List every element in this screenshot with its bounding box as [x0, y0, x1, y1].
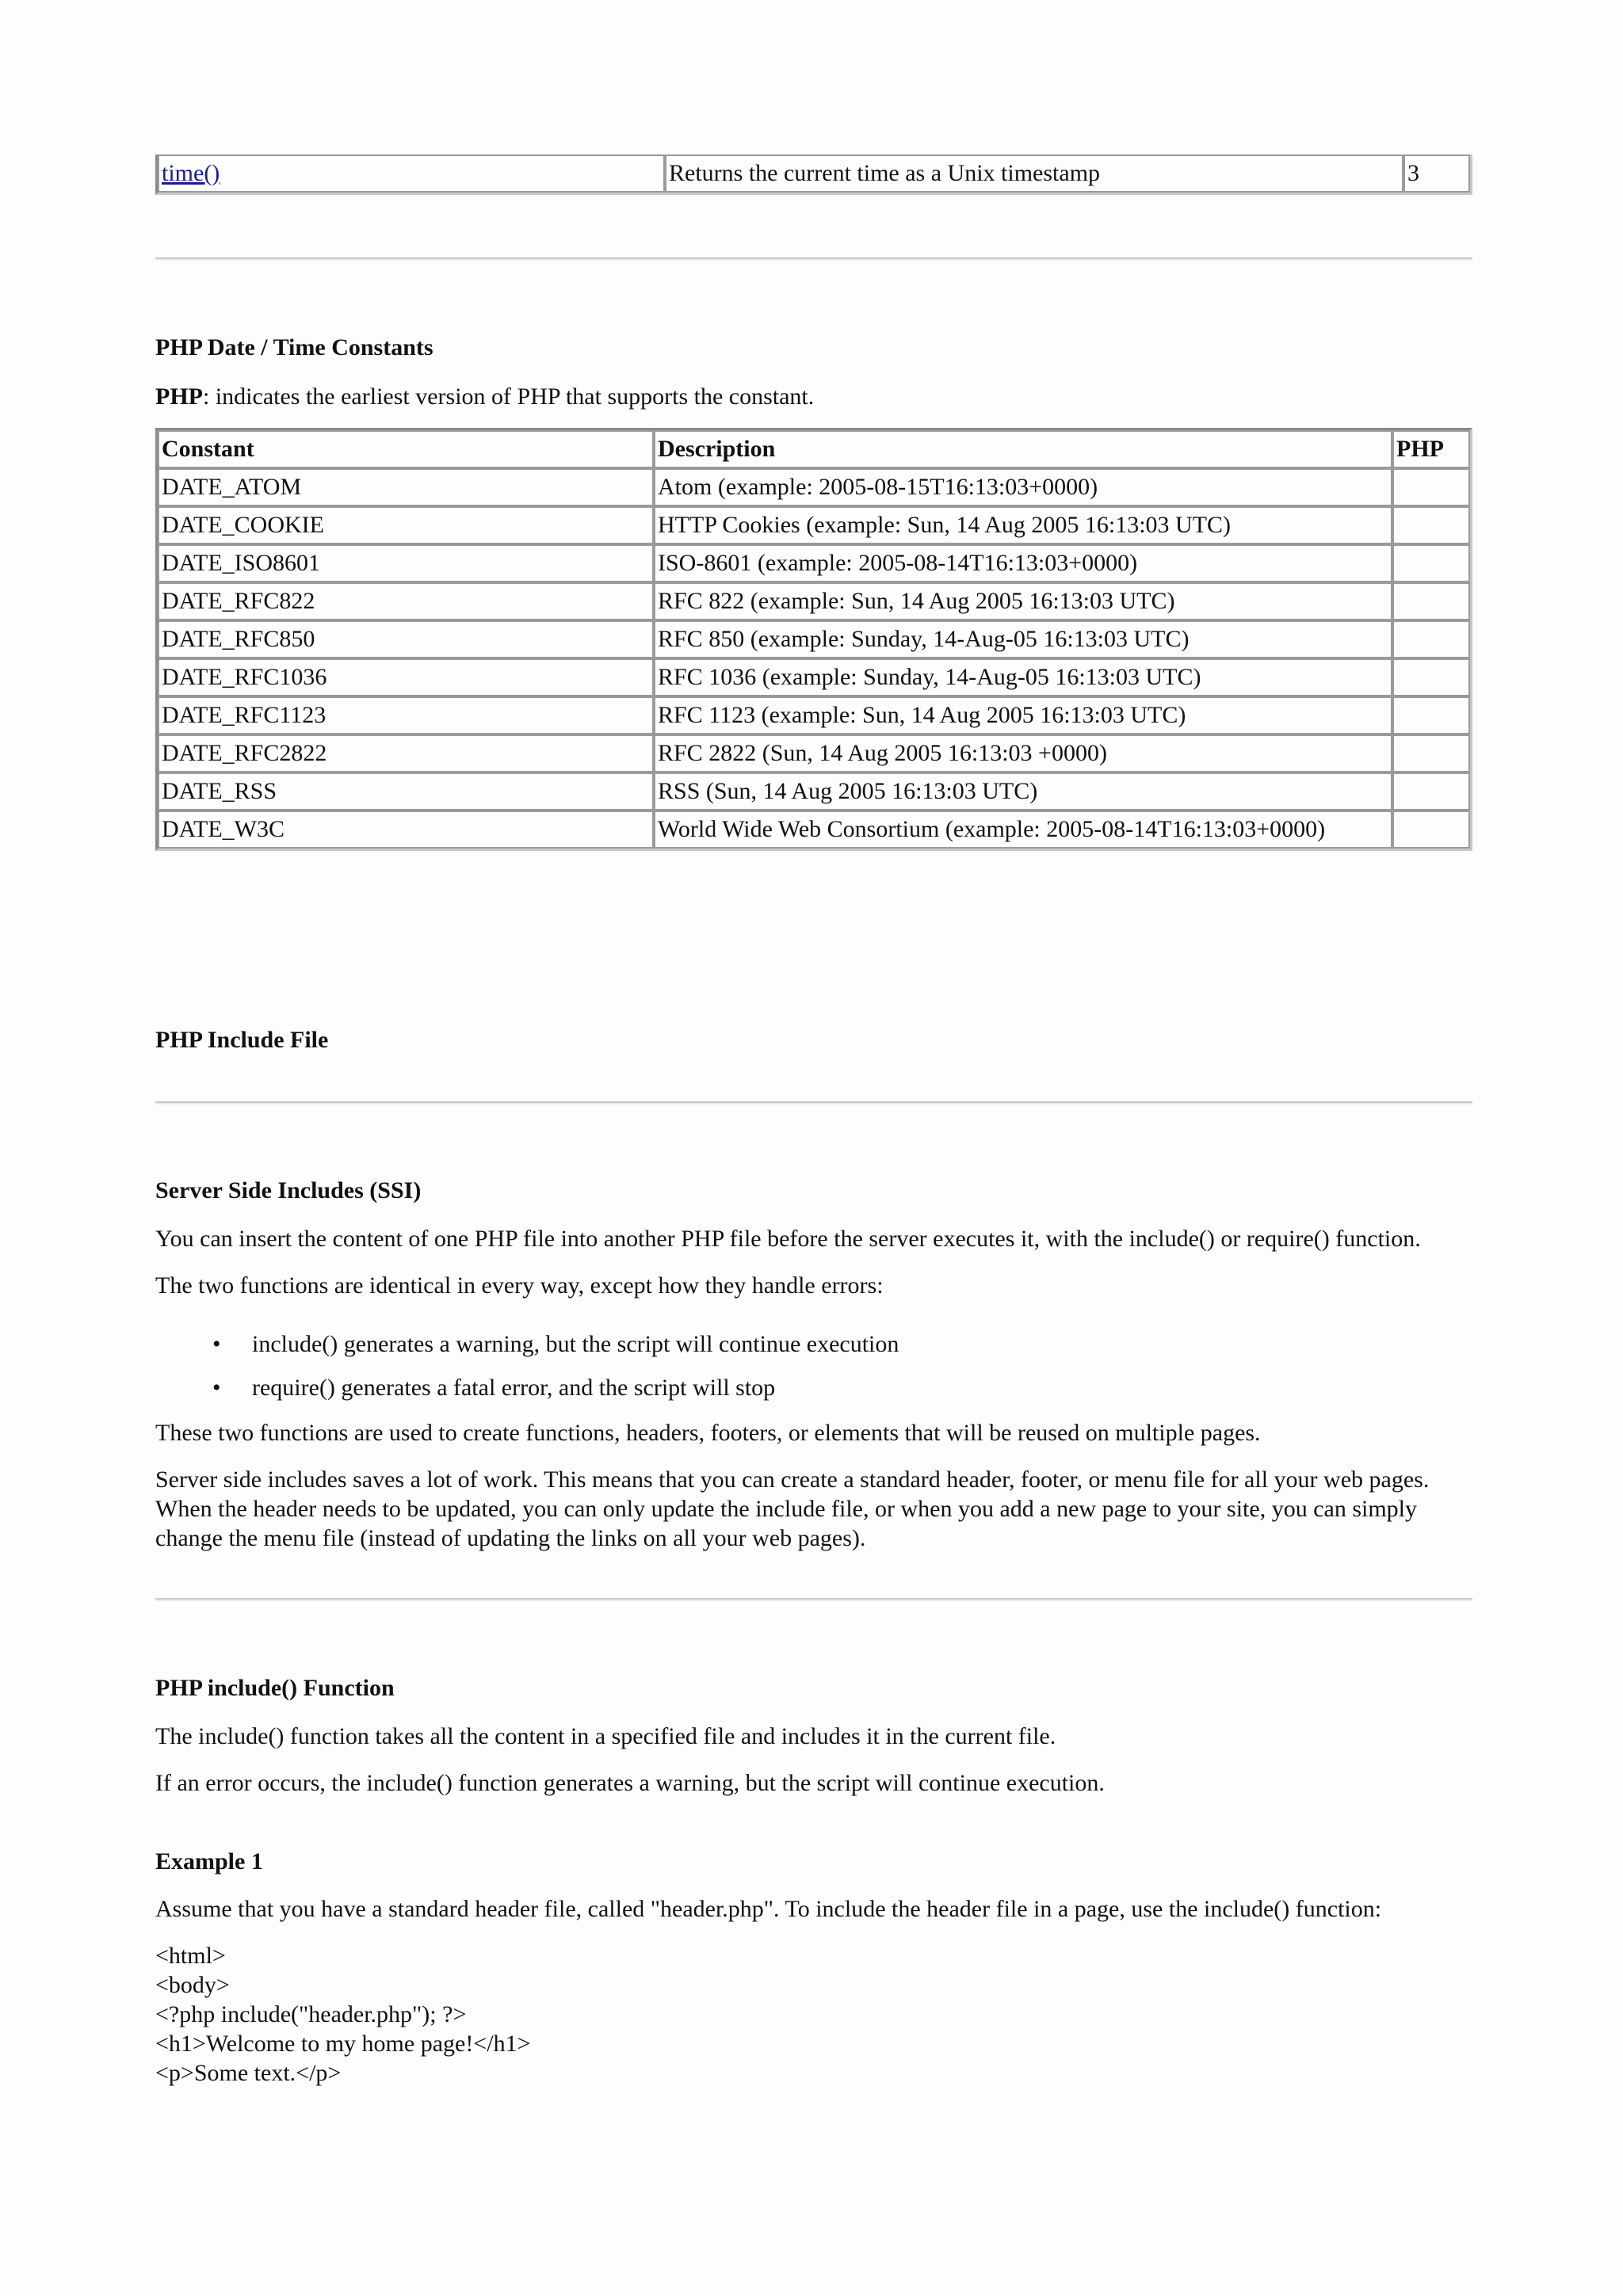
table-row: [158, 696, 1470, 734]
table-row: [158, 658, 1470, 696]
constant-cell: DATE_RFC850: [158, 620, 654, 658]
constants-table-body: [158, 468, 1470, 849]
description-cell: RFC 1036 (example: Sunday, 14-Aug-05 16:13:03 UTC): [654, 658, 1392, 696]
include-function-paragraph-2: If an error occurs, the include() function generates a warning, but the script will continue execution.: [155, 1770, 1105, 1796]
php-version-cell: 3: [1403, 154, 1470, 193]
constants-note: [155, 382, 814, 411]
column-header-php: PHP: [1392, 430, 1470, 468]
code-line: <body>: [155, 1972, 230, 1998]
description-cell: RSS (Sun, 14 Aug 2005 16:13:03 UTC): [654, 772, 1392, 810]
example-1-heading: Example 1: [155, 1848, 263, 1875]
description-cell: Returns the current time as a Unix timestamp: [665, 154, 1403, 193]
description-cell: World Wide Web Consortium (example: 2005-08-14T16:13:03+0000): [654, 810, 1392, 849]
description-cell: RFC 1123 (example: Sun, 14 Aug 2005 16:13:03 UTC): [654, 696, 1392, 734]
function-cell: [158, 154, 665, 193]
constant-cell: DATE_RFC1036: [158, 658, 654, 696]
constant-cell: DATE_RFC1123: [158, 696, 654, 734]
php-version-cell: [1392, 772, 1470, 810]
table-row: [158, 772, 1470, 810]
list-item-text: require() generates a fatal error, and the script will stop: [252, 1375, 776, 1401]
table-row: [158, 582, 1470, 620]
php-version-cell: [1392, 696, 1470, 734]
php-version-cell: [1392, 506, 1470, 544]
constant-cell: DATE_RSS: [158, 772, 654, 810]
code-line: <?php include("header.php"); ?>: [155, 2001, 467, 2027]
column-header-constant: Constant: [158, 430, 654, 468]
ssi-paragraph-4: Server side includes saves a lot of work. This means that you can create a standard header, footer, or menu file for all your web pages. When the header needs to be updated, you can only update the include file, or when you add a new page to your site, you can simply change the menu file (instead of updating the links on all your web pages).: [155, 1466, 1430, 1551]
code-line: <p>Some text.</p>: [155, 2060, 342, 2086]
ssi-paragraph-1: You can insert the content of one PHP file into another PHP file before the server executes it, with the include() or require() function.: [155, 1226, 1421, 1252]
constants-heading: PHP Date / Time Constants: [155, 334, 433, 360]
description-cell: Atom (example: 2005-08-15T16:13:03+0000): [654, 468, 1392, 506]
ssi-paragraph-3: These two functions are used to create functions, headers, footers, or elements that will be reused on multiple pages.: [155, 1420, 1261, 1446]
description-cell: HTTP Cookies (example: Sun, 14 Aug 2005 16:13:03 UTC): [654, 506, 1392, 544]
include-file-heading: PHP Include File: [155, 1027, 329, 1053]
constants-note-text: : indicates the earliest version of PHP that supports the constant.: [203, 383, 815, 410]
php-version-cell: [1392, 468, 1470, 506]
description-cell: RFC 822 (example: Sun, 14 Aug 2005 16:13:03 UTC): [654, 582, 1392, 620]
table-row: [158, 734, 1470, 772]
php-version-cell: [1392, 658, 1470, 696]
php-version-cell: [1392, 620, 1470, 658]
time-function-link[interactable]: time(): [162, 160, 220, 186]
list-item-text: include() generates a warning, but the script will continue execution: [252, 1331, 899, 1357]
include-function-paragraph-1: The include() function takes all the content in a specified file and includes it in the current file.: [155, 1723, 1056, 1749]
constant-cell: DATE_RFC822: [158, 582, 654, 620]
constant-cell: DATE_RFC2822: [158, 734, 654, 772]
constant-cell: DATE_COOKIE: [158, 506, 654, 544]
constants-note-bold: PHP: [155, 383, 203, 410]
php-version-cell: [1392, 582, 1470, 620]
horizontal-rule: [155, 1101, 1472, 1104]
list-item: [155, 1329, 899, 1373]
ssi-heading: Server Side Includes (SSI): [155, 1177, 422, 1203]
table-row: [158, 810, 1470, 849]
code-line: <h1>Welcome to my home page!</h1>: [155, 2031, 531, 2057]
horizontal-rule: [155, 1598, 1472, 1601]
table-row: [158, 506, 1470, 544]
table-row: [158, 154, 1470, 193]
description-cell: RFC 850 (example: Sunday, 14-Aug-05 16:13:03 UTC): [654, 620, 1392, 658]
php-version-cell: [1392, 734, 1470, 772]
column-header-description: Description: [654, 430, 1392, 468]
code-block: [155, 1941, 530, 2088]
table-row: [158, 468, 1470, 506]
table-header-row: [158, 430, 1470, 468]
description-cell: RFC 2822 (Sun, 14 Aug 2005 16:13:03 +0000): [654, 734, 1392, 772]
ssi-paragraph-2: The two functions are identical in every way, except how they handle errors:: [155, 1272, 884, 1299]
table-row: [158, 620, 1470, 658]
code-line: <html>: [155, 1943, 226, 1969]
php-version-cell: [1392, 810, 1470, 849]
example-1-intro: Assume that you have a standard header file, called "header.php". To include the header file in a page, use the include() function:: [155, 1896, 1382, 1922]
include-function-heading: PHP include() Function: [155, 1675, 395, 1701]
ssi-bullet-list: [155, 1329, 899, 1417]
description-cell: ISO-8601 (example: 2005-08-14T16:13:03+0000): [654, 544, 1392, 582]
php-version-cell: [1392, 544, 1470, 582]
bullet-icon: •: [212, 1331, 221, 1357]
constants-table: [155, 428, 1472, 851]
constant-cell: DATE_ATOM: [158, 468, 654, 506]
bullet-icon: •: [212, 1375, 221, 1401]
horizontal-rule: [155, 257, 1472, 261]
constant-cell: DATE_ISO8601: [158, 544, 654, 582]
constant-cell: DATE_W3C: [158, 810, 654, 849]
list-item: [155, 1373, 899, 1417]
functions-table-fragment: [155, 154, 1472, 195]
table-row: [158, 544, 1470, 582]
